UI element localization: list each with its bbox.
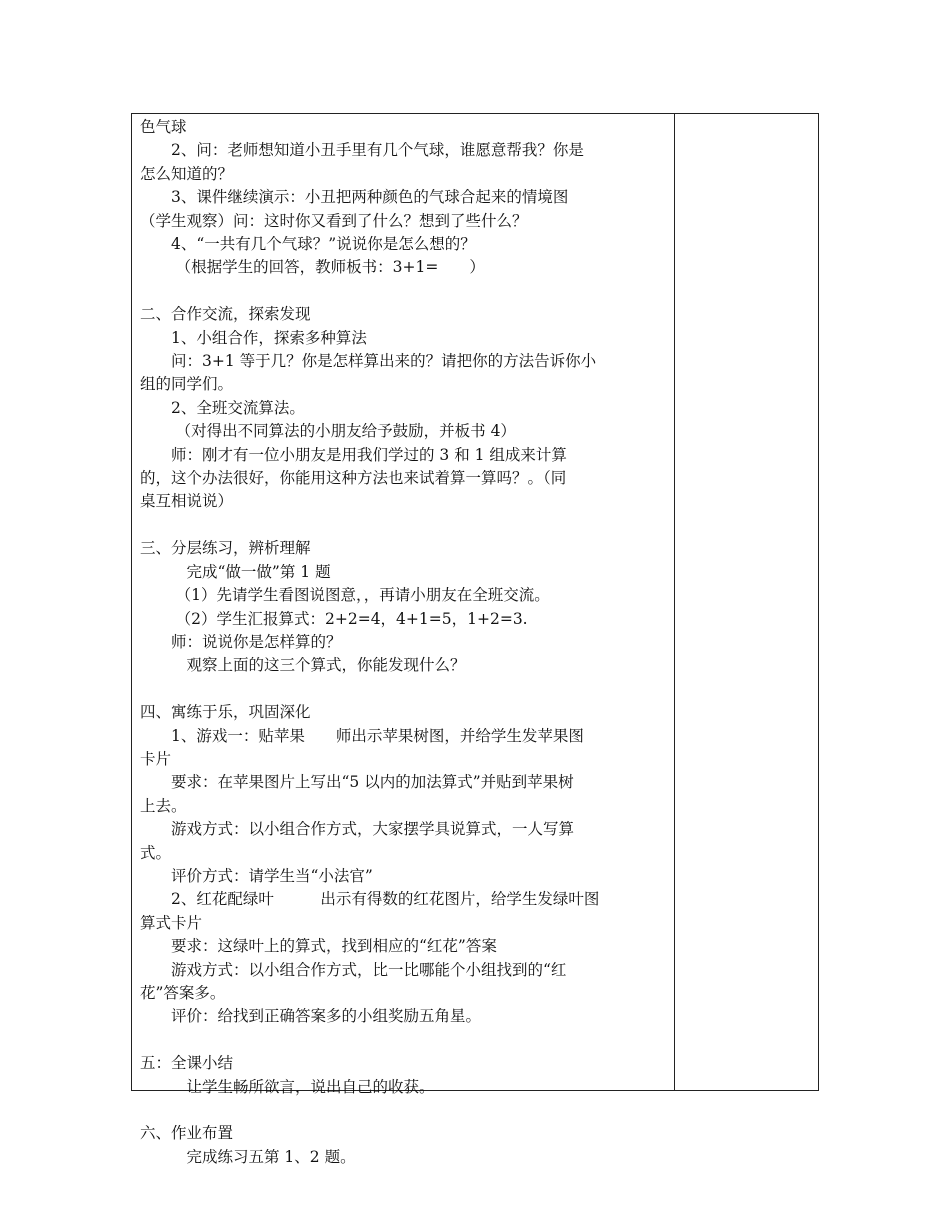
text-line: 桌互相说说）	[140, 492, 234, 511]
text-line: 算式卡片	[140, 913, 203, 932]
blank-line	[140, 1099, 666, 1122]
text-line: 完成练习五第 1、2 题。	[186, 1147, 356, 1166]
text-line: 式。	[140, 843, 172, 862]
section-heading: 三、分层练习，辨析理解	[140, 539, 311, 558]
text-line: 1、游戏一：贴苹果 师出示苹果树图，并给学生发苹果图	[171, 726, 584, 745]
text-line: （2）学生汇报算式：2+2=4，4+1=5，1+2=3.	[175, 609, 528, 628]
text-line: 师：说说你是怎样算的？	[171, 632, 342, 651]
blank-line	[140, 1029, 666, 1052]
section-heading: 四、寓练于乐，巩固深化	[140, 703, 311, 722]
section-heading: 二、合作交流，探索发现	[140, 305, 311, 324]
text-line: 游戏方式：以小组合作方式，比一比哪能个小组找到的“红	[171, 960, 567, 979]
text-line: 要求：这绿叶上的算式，找到相应的“红花”答案	[171, 937, 497, 956]
text-line: 卡片	[140, 749, 172, 768]
text-line: 的，这个办法很好，你能用这种方法也来试着算一算吗？。（同	[140, 469, 567, 488]
text-line: 让学生畅所欲言，说出自己的收获。	[186, 1077, 435, 1096]
text-line: （学生观察）问：这时你又看到了什么？想到了些什么？	[140, 211, 528, 230]
text-line: 2、红花配绿叶 出示有得数的红花图片，给学生发绿叶图	[171, 890, 600, 909]
text-line: 3、课件继续演示：小丑把两种颜色的气球合起来的情境图	[171, 188, 569, 207]
lesson-content-cell	[132, 114, 675, 1166]
text-line: （根据学生的回答，教师板书：3+1= ）	[175, 258, 485, 277]
notes-cell	[675, 114, 818, 1090]
text-line: 2、问：老师想知道小丑手里有几个气球，谁愿意帮我？你是	[171, 141, 584, 160]
text-line: 评价方式：请学生当“小法官”	[171, 866, 373, 885]
text-line: 4、“一共有几个气球？”说说你是怎么想的？	[171, 235, 476, 254]
text-line: （1）先请学生看图说图意，，再请小朋友在全班交流。	[175, 586, 550, 605]
text-line: 观察上面的这三个算式，你能发现什么？	[186, 656, 466, 675]
lesson-plan-table	[131, 113, 819, 1166]
blank-line	[140, 678, 666, 701]
section-heading: 六、作业布置	[140, 1124, 234, 1143]
text-line: 评价：给找到正确答案多的小组奖励五角星。	[171, 1007, 482, 1026]
text-line: 上去。	[140, 796, 187, 815]
text-line: 组的同学们。	[140, 375, 234, 394]
text-line: 怎么知道的？	[140, 164, 234, 183]
text-line: 问：3+1 等于几？你是怎样算出来的？请把你的方法告诉你小	[171, 352, 597, 371]
blank-line	[140, 514, 666, 537]
blank-line	[140, 280, 666, 303]
text-line: 游戏方式：以小组合作方式，大家摆学具说算式，一人写算	[171, 820, 575, 839]
text-line: （对得出不同算法的小朋友给予鼓励，并板书 4）	[175, 422, 516, 441]
text-line: 花”答案多。	[140, 983, 226, 1002]
text-line: 要求：在苹果图片上写出“5 以内的加法算式”并贴到苹果树	[171, 773, 574, 792]
text-line: 1、小组合作，探索多种算法	[171, 328, 367, 347]
text-line: 2、全班交流算法。	[171, 398, 305, 417]
text-line: 完成“做一做”第 1 题	[186, 562, 331, 581]
text-line: 色气球	[140, 118, 187, 136]
section-heading: 五：全课小结	[140, 1054, 234, 1073]
text-line: 师：刚才有一位小朋友是用我们学过的 3 和 1 组成来计算	[171, 445, 567, 464]
